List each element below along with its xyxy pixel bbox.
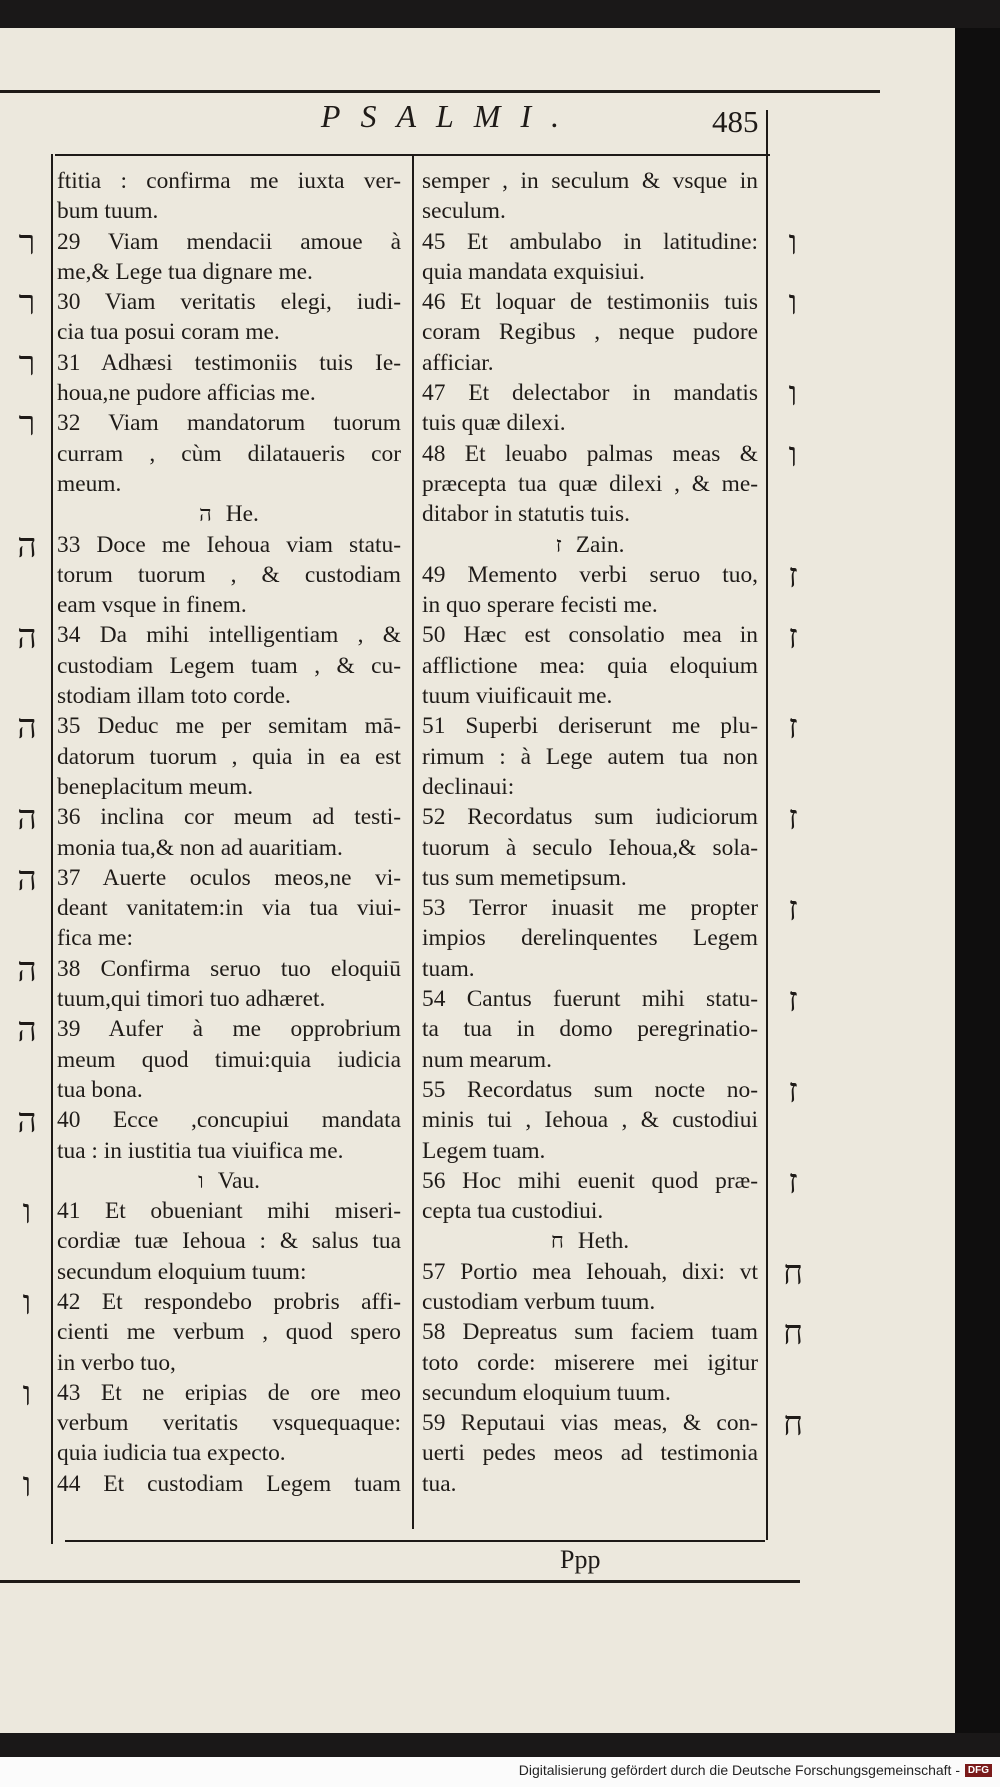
right-column: [422, 166, 758, 1499]
text-line: afflictione mea: quia eloquium: [422, 652, 758, 679]
text-line: bum tuum.: [57, 198, 159, 225]
text-line: 44 Et custodiam Legem tuam: [57, 1470, 401, 1497]
text-line: 45 Et ambulabo in latitudine:: [422, 228, 758, 255]
hebrew-marginal-letter: ח: [782, 1315, 804, 1353]
section-heading: [57, 1166, 401, 1196]
hebrew-marginal-letter: ה: [17, 860, 37, 898]
hebrew-marginal-letter: ח: [782, 1406, 804, 1444]
hebrew-marginal-letter: ו: [788, 285, 798, 323]
text-line: custodiam verbum tuum.: [422, 1288, 656, 1315]
text-line: 50 Hæc est consolatio mea in: [422, 622, 758, 649]
section-heading: [422, 530, 758, 560]
text-line: houa,ne pudore afficias me.: [57, 380, 316, 407]
text-line: num mearum.: [422, 1046, 552, 1073]
text-line: 38 Confirma seruo tuo eloquiū: [57, 955, 401, 982]
section-heading-text: Zain.: [575, 531, 625, 558]
text-line: me,& Lege tua dignare me.: [57, 258, 313, 285]
hebrew-marginal-letter: ה: [17, 527, 37, 565]
text-line: 42 Et respondebo probris affi-: [57, 1288, 401, 1315]
book-spine: [955, 28, 1000, 1733]
text-line: 54 Cantus fuerunt mihi statu-: [422, 986, 758, 1013]
text-line: meum.: [57, 470, 122, 497]
hebrew-letter: ה: [199, 501, 212, 527]
left-margin-rule: [51, 154, 53, 1544]
text-line: tuum,qui timori tuo adhæret.: [57, 986, 326, 1013]
hebrew-marginal-letter: ר: [18, 285, 36, 323]
text-line: tuum viuificauit me.: [422, 683, 613, 710]
text-line: verbum veritatis vsquequaque:: [57, 1410, 401, 1437]
text-line: custodiam Legem tuam , & cu-: [57, 652, 401, 679]
text-line: 29 Viam mendacii amoue à: [57, 228, 401, 255]
hebrew-marginal-letter: ז: [788, 800, 798, 838]
text-line: 52 Recordatus sum iudiciorum: [422, 804, 758, 831]
text-line: 56 Hoc mihi euenit quod præ-: [422, 1167, 758, 1194]
text-line: impios derelinquentes Legem: [422, 925, 758, 952]
text-line: stodiam illam toto corde.: [57, 683, 291, 710]
hebrew-marginal-letter: ר: [18, 345, 36, 383]
header-rule-top: [0, 90, 880, 93]
text-line: 47 Et delectabor in mandatis: [422, 380, 758, 407]
hebrew-letter: ו: [198, 1167, 204, 1193]
hebrew-marginal-letter: ו: [788, 224, 798, 262]
text-line: monia tua,& non ad auaritiam.: [57, 834, 343, 861]
text-line: beneplacitum meum.: [57, 773, 254, 800]
hebrew-marginal-letter: ז: [788, 1163, 798, 1201]
section-heading-text: He.: [225, 501, 259, 528]
text-line: in quo sperare fecisti me.: [422, 592, 658, 619]
hebrew-marginal-letter: ו: [22, 1466, 32, 1504]
text-line: curram , cùm dilataueris cor: [57, 440, 401, 467]
text-line: eam vsque in finem.: [57, 592, 247, 619]
text-line: deant vanitatem:in via tua viui-: [57, 895, 401, 922]
text-line: tuis quæ dilexi.: [422, 410, 566, 437]
text-line: 55 Recordatus sum nocte no-: [422, 1076, 758, 1103]
text-line: cepta tua custodiui.: [422, 1198, 604, 1225]
running-head: PSALMI.: [320, 98, 580, 134]
text-line: 33 Doce me Iehoua viam statu-: [57, 531, 401, 558]
text-line: secundum eloquium tuum.: [422, 1379, 671, 1406]
hebrew-marginal-letter: ה: [17, 618, 37, 656]
footer-credit: Digitalisierung gefördert durch die Deutsche Forschungsgemeinschaft -: [518, 1762, 960, 1778]
text-line: 41 Et obueniant mihi miseri-: [57, 1198, 401, 1225]
left-column: [57, 166, 401, 1499]
hebrew-marginal-letter: ז: [788, 557, 798, 595]
text-line: tua : in iustitia tua viuifica me.: [57, 1137, 344, 1164]
text-line: 36 inclina cor meum ad testi-: [57, 804, 401, 831]
text-line: 43 Et ne eripias de ore meo: [57, 1379, 401, 1406]
text-line: toto corde: miserere mei igitur: [422, 1349, 758, 1376]
text-line: datorum tuorum , quia in ea est: [57, 743, 401, 770]
text-line: minis tui , Iehoua , & custodiui: [422, 1107, 758, 1134]
text-line: cienti me verbum , quod spero: [57, 1319, 401, 1346]
text-line: afficiar.: [422, 349, 494, 376]
hebrew-marginal-letter: ז: [788, 982, 798, 1020]
hebrew-marginal-letter: ז: [788, 891, 798, 929]
section-heading: [422, 1226, 758, 1256]
bottom-rule: [0, 1580, 800, 1583]
text-line: 46 Et loquar de testimoniis tuis: [422, 289, 758, 316]
text-line: cia tua posui coram me.: [57, 319, 280, 346]
hebrew-marginal-letter: ז: [788, 1073, 798, 1110]
hebrew-marginal-letter: ה: [17, 709, 37, 747]
hebrew-marginal-letter: ה: [17, 1103, 37, 1141]
text-line: secundum eloquium tuum:: [57, 1258, 307, 1285]
hebrew-letter: ח: [550, 1228, 564, 1254]
hebrew-letter: ז: [555, 531, 562, 557]
text-line: 53 Terror inuasit me propter: [422, 895, 758, 922]
text-line: quia mandata exquisiui.: [422, 258, 645, 285]
text-line: 35 Deduc me per semitam mā-: [57, 713, 401, 740]
text-line: seculum.: [422, 198, 506, 225]
text-line: declinaui:: [422, 773, 515, 800]
text-line: ta tua in domo peregrinatio-: [422, 1016, 758, 1043]
text-line: præcepta tua quæ dilexi , & me-: [422, 470, 758, 497]
hebrew-marginal-letter: ח: [782, 1254, 804, 1292]
section-heading-text: Heth.: [577, 1228, 630, 1255]
hebrew-marginal-letter: ז: [788, 709, 798, 747]
text-line: 39 Aufer à me opprobrium: [57, 1016, 401, 1043]
text-line: 58 Depreatus sum faciem tuam: [422, 1319, 758, 1346]
text-line: 31 Adhæsi testimoniis tuis Ie-: [57, 349, 401, 376]
page-number: 485: [712, 104, 759, 139]
hebrew-marginal-letter: ו: [788, 376, 798, 414]
section-heading: [57, 499, 401, 529]
signature-mark: Ppp: [560, 1545, 601, 1574]
text-line: 48 Et leuabo palmas meas &: [422, 440, 758, 467]
text-line: tuorum à seculo Iehoua,& sola-: [422, 834, 758, 861]
hebrew-marginal-letter: ו: [788, 436, 798, 474]
text-line: in verbo tuo,: [57, 1349, 176, 1376]
hebrew-marginal-letter: ה: [17, 800, 37, 838]
text-line: meum quod timui:quia iudicia: [57, 1046, 401, 1073]
text-line: 34 Da mihi intelligentiam , &: [57, 622, 401, 649]
text-line: 51 Superbi deriserunt me plu-: [422, 713, 758, 740]
text-line: tus sum memetipsum.: [422, 864, 627, 891]
column-divider-rule: [412, 154, 414, 1529]
hebrew-marginal-letter: ה: [17, 1012, 37, 1050]
section-heading-text: Vau.: [217, 1167, 260, 1194]
hebrew-marginal-letter: ו: [22, 1376, 32, 1413]
text-line: ftitia : confirma me iuxta ver-: [57, 168, 401, 194]
hebrew-marginal-letter: ו: [22, 1285, 32, 1323]
text-line: coram Regibus , neque pudore: [422, 319, 758, 346]
hebrew-marginal-letter: ו: [22, 1194, 32, 1232]
footer-rule: [65, 1540, 765, 1542]
hebrew-marginal-letter: ז: [788, 618, 798, 656]
text-line: cordiæ tuæ Iehoua : & salus tua: [57, 1228, 401, 1255]
text-line: torum tuorum , & custodiam: [57, 561, 401, 588]
dfg-logo: DFG: [965, 1764, 992, 1777]
text-line: 49 Memento verbi seruo tuo,: [422, 561, 758, 588]
text-line: 59 Reputaui vias meas, & con-: [422, 1410, 758, 1437]
text-line: semper , in seculum & vsque in: [422, 168, 758, 194]
text-line: ditabor in statutis tuis.: [422, 501, 630, 528]
text-line: 57 Portio mea Iehouah, dixi: vt: [422, 1258, 758, 1285]
text-line: tuam.: [422, 955, 475, 982]
hebrew-marginal-letter: ר: [18, 406, 36, 444]
hebrew-marginal-letter: ר: [18, 224, 36, 262]
text-line: tua bona.: [57, 1076, 143, 1103]
text-line: 40 Ecce ,concupiui mandata: [57, 1107, 401, 1134]
text-line: 32 Viam mandatorum tuorum: [57, 410, 401, 437]
text-line: uerti pedes meos ad testimonia: [422, 1440, 758, 1467]
text-line: tua.: [422, 1470, 457, 1497]
hebrew-marginal-letter: ה: [17, 951, 37, 989]
text-line: Legem tuam.: [422, 1137, 546, 1164]
text-line: fica me:: [57, 925, 133, 952]
text-line: 37 Auerte oculos meos,ne vi-: [57, 864, 401, 891]
text-line: quia iudicia tua expecto.: [57, 1440, 286, 1467]
text-line: rimum : à Lege autem tua non: [422, 743, 758, 770]
right-margin-rule: [766, 110, 768, 1540]
text-line: 30 Viam veritatis elegi, iudi-: [57, 289, 401, 316]
